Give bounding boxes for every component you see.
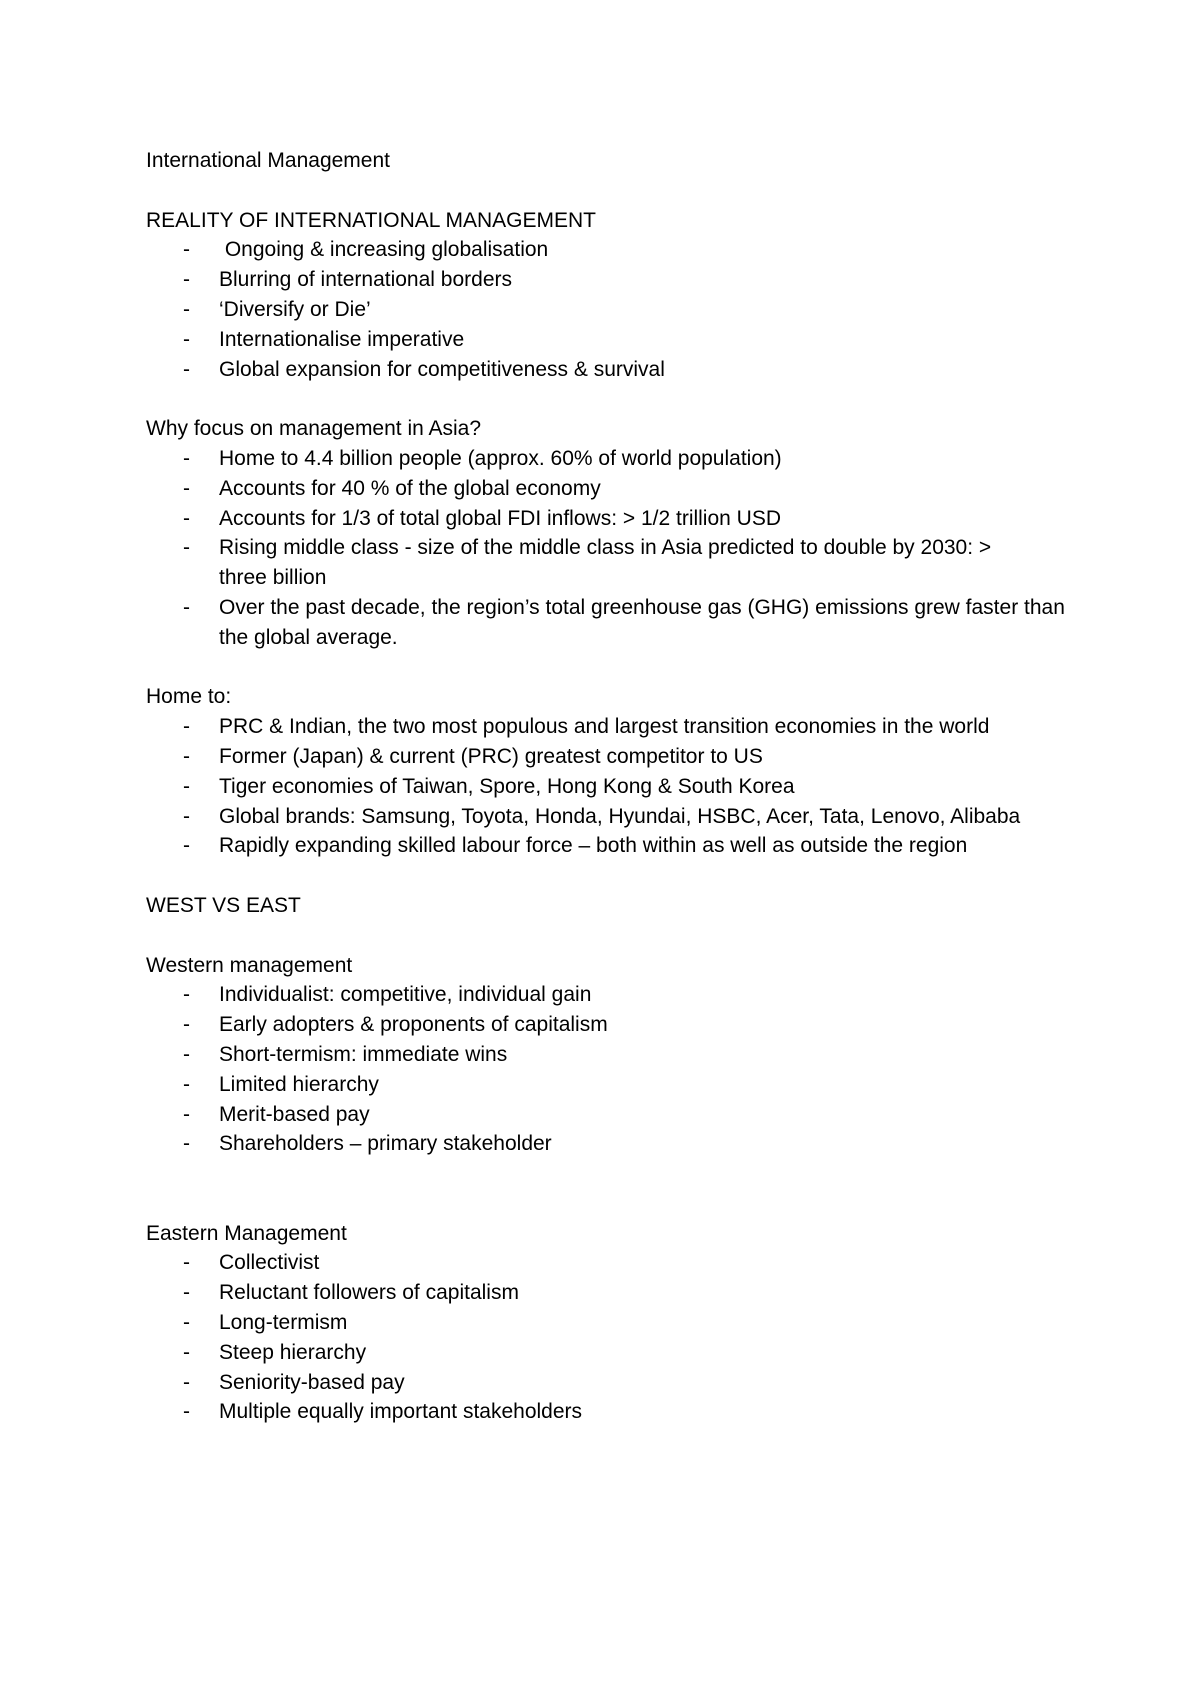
dash-bullet-icon: - [183, 1132, 190, 1156]
spacer [146, 384, 1086, 414]
section-heading: Western management [146, 953, 353, 977]
dash-bullet-icon: - [183, 834, 190, 858]
dash-bullet-icon: - [183, 1102, 190, 1126]
spacer [146, 653, 1086, 683]
list-item: - Global expansion for competitiveness & survival [146, 355, 1086, 385]
bullet-list [146, 444, 1086, 653]
dash-bullet-icon: - [183, 268, 190, 292]
dash-bullet-icon: - [183, 506, 190, 530]
section-heading: Home to: [146, 685, 232, 709]
list-item: - Limited hierarchy [146, 1070, 1086, 1100]
bullet-list [146, 1248, 1086, 1427]
dash-bullet-icon: - [183, 595, 190, 619]
list-item: - Rising middle class - size of the middle class in Asia predicted to double by 2030: > three billion [146, 533, 1086, 593]
dash-bullet-icon: - [183, 1400, 190, 1424]
list-item: - Reluctant followers of capitalism [146, 1278, 1086, 1308]
list-item: - Blurring of international borders [146, 265, 1086, 295]
dash-bullet-icon: - [183, 327, 190, 351]
list-item: - Ongoing & increasing globalisation [146, 235, 1086, 265]
list-item: - Multiple equally important stakeholders [146, 1397, 1086, 1427]
list-item: - Individualist: competitive, individual gain [146, 980, 1086, 1010]
list-item: - Early adopters & proponents of capitalism [146, 1010, 1086, 1040]
dash-bullet-icon: - [183, 446, 190, 470]
section-heading: Eastern Management [146, 1221, 347, 1245]
dash-bullet-icon: - [183, 1311, 190, 1335]
list-item: - Short-termism: immediate wins [146, 1040, 1086, 1070]
dash-bullet-icon: - [183, 357, 190, 381]
dash-bullet-icon: - [183, 1281, 190, 1305]
list-item: - Collectivist [146, 1248, 1086, 1278]
document-page [146, 146, 1086, 1427]
dash-bullet-icon: - [183, 804, 190, 828]
section-heading: REALITY OF INTERNATIONAL MANAGEMENT [146, 208, 597, 232]
list-item: - Seniority-based pay [146, 1368, 1086, 1398]
spacer [146, 921, 1086, 951]
section-heading: WEST VS EAST [146, 893, 301, 917]
list-item: - Accounts for 1/3 of total global FDI inflows: > 1/2 trillion USD [146, 504, 1086, 534]
list-item: - PRC & Indian, the two most populous and largest transition economies in the world [146, 712, 1086, 742]
list-item: - Merit-based pay [146, 1100, 1086, 1130]
list-item: - Home to 4.4 billion people (approx. 60% of world population) [146, 444, 1086, 474]
spacer [146, 1159, 1086, 1219]
list-item: - Accounts for 40 % of the global economy [146, 474, 1086, 504]
dash-bullet-icon: - [183, 744, 190, 768]
list-item: - ‘Diversify or Die’ [146, 295, 1086, 325]
dash-bullet-icon: - [183, 1072, 190, 1096]
bullet-list [146, 980, 1086, 1159]
list-item: - Rapidly expanding skilled labour force – both within as well as outside the region [146, 831, 1086, 861]
list-item: - Long-termism [146, 1308, 1086, 1338]
bullet-list [146, 712, 1086, 861]
list-item: - Tiger economies of Taiwan, Spore, Hong Kong & South Korea [146, 772, 1086, 802]
dash-bullet-icon: - [183, 774, 190, 798]
list-item: - Steep hierarchy [146, 1338, 1086, 1368]
dash-bullet-icon: - [183, 715, 190, 739]
list-item: - Global brands: Samsung, Toyota, Honda, Hyundai, HSBC, Acer, Tata, Lenovo, Alibaba [146, 802, 1086, 832]
dash-bullet-icon: - [183, 1251, 190, 1275]
dash-bullet-icon: - [183, 476, 190, 500]
dash-bullet-icon: - [183, 1370, 190, 1394]
document-title: International Management [146, 149, 390, 172]
spacer [146, 861, 1086, 891]
dash-bullet-icon: - [183, 1340, 190, 1364]
list-item: - Over the past decade, the region’s total greenhouse gas (GHG) emissions grew faster than the global average. [146, 593, 1086, 653]
list-item: - Internationalise imperative [146, 325, 1086, 355]
spacer [146, 176, 1086, 206]
dash-bullet-icon: - [183, 1013, 190, 1037]
bullet-list [146, 235, 1086, 384]
dash-bullet-icon: - [183, 536, 190, 560]
list-item: - Shareholders – primary stakeholder [146, 1129, 1086, 1159]
dash-bullet-icon: - [183, 238, 190, 262]
list-item: - Former (Japan) & current (PRC) greatest competitor to US [146, 742, 1086, 772]
dash-bullet-icon: - [183, 1042, 190, 1066]
dash-bullet-icon: - [183, 297, 190, 321]
section-heading: Why focus on management in Asia? [146, 417, 482, 441]
dash-bullet-icon: - [183, 983, 190, 1007]
